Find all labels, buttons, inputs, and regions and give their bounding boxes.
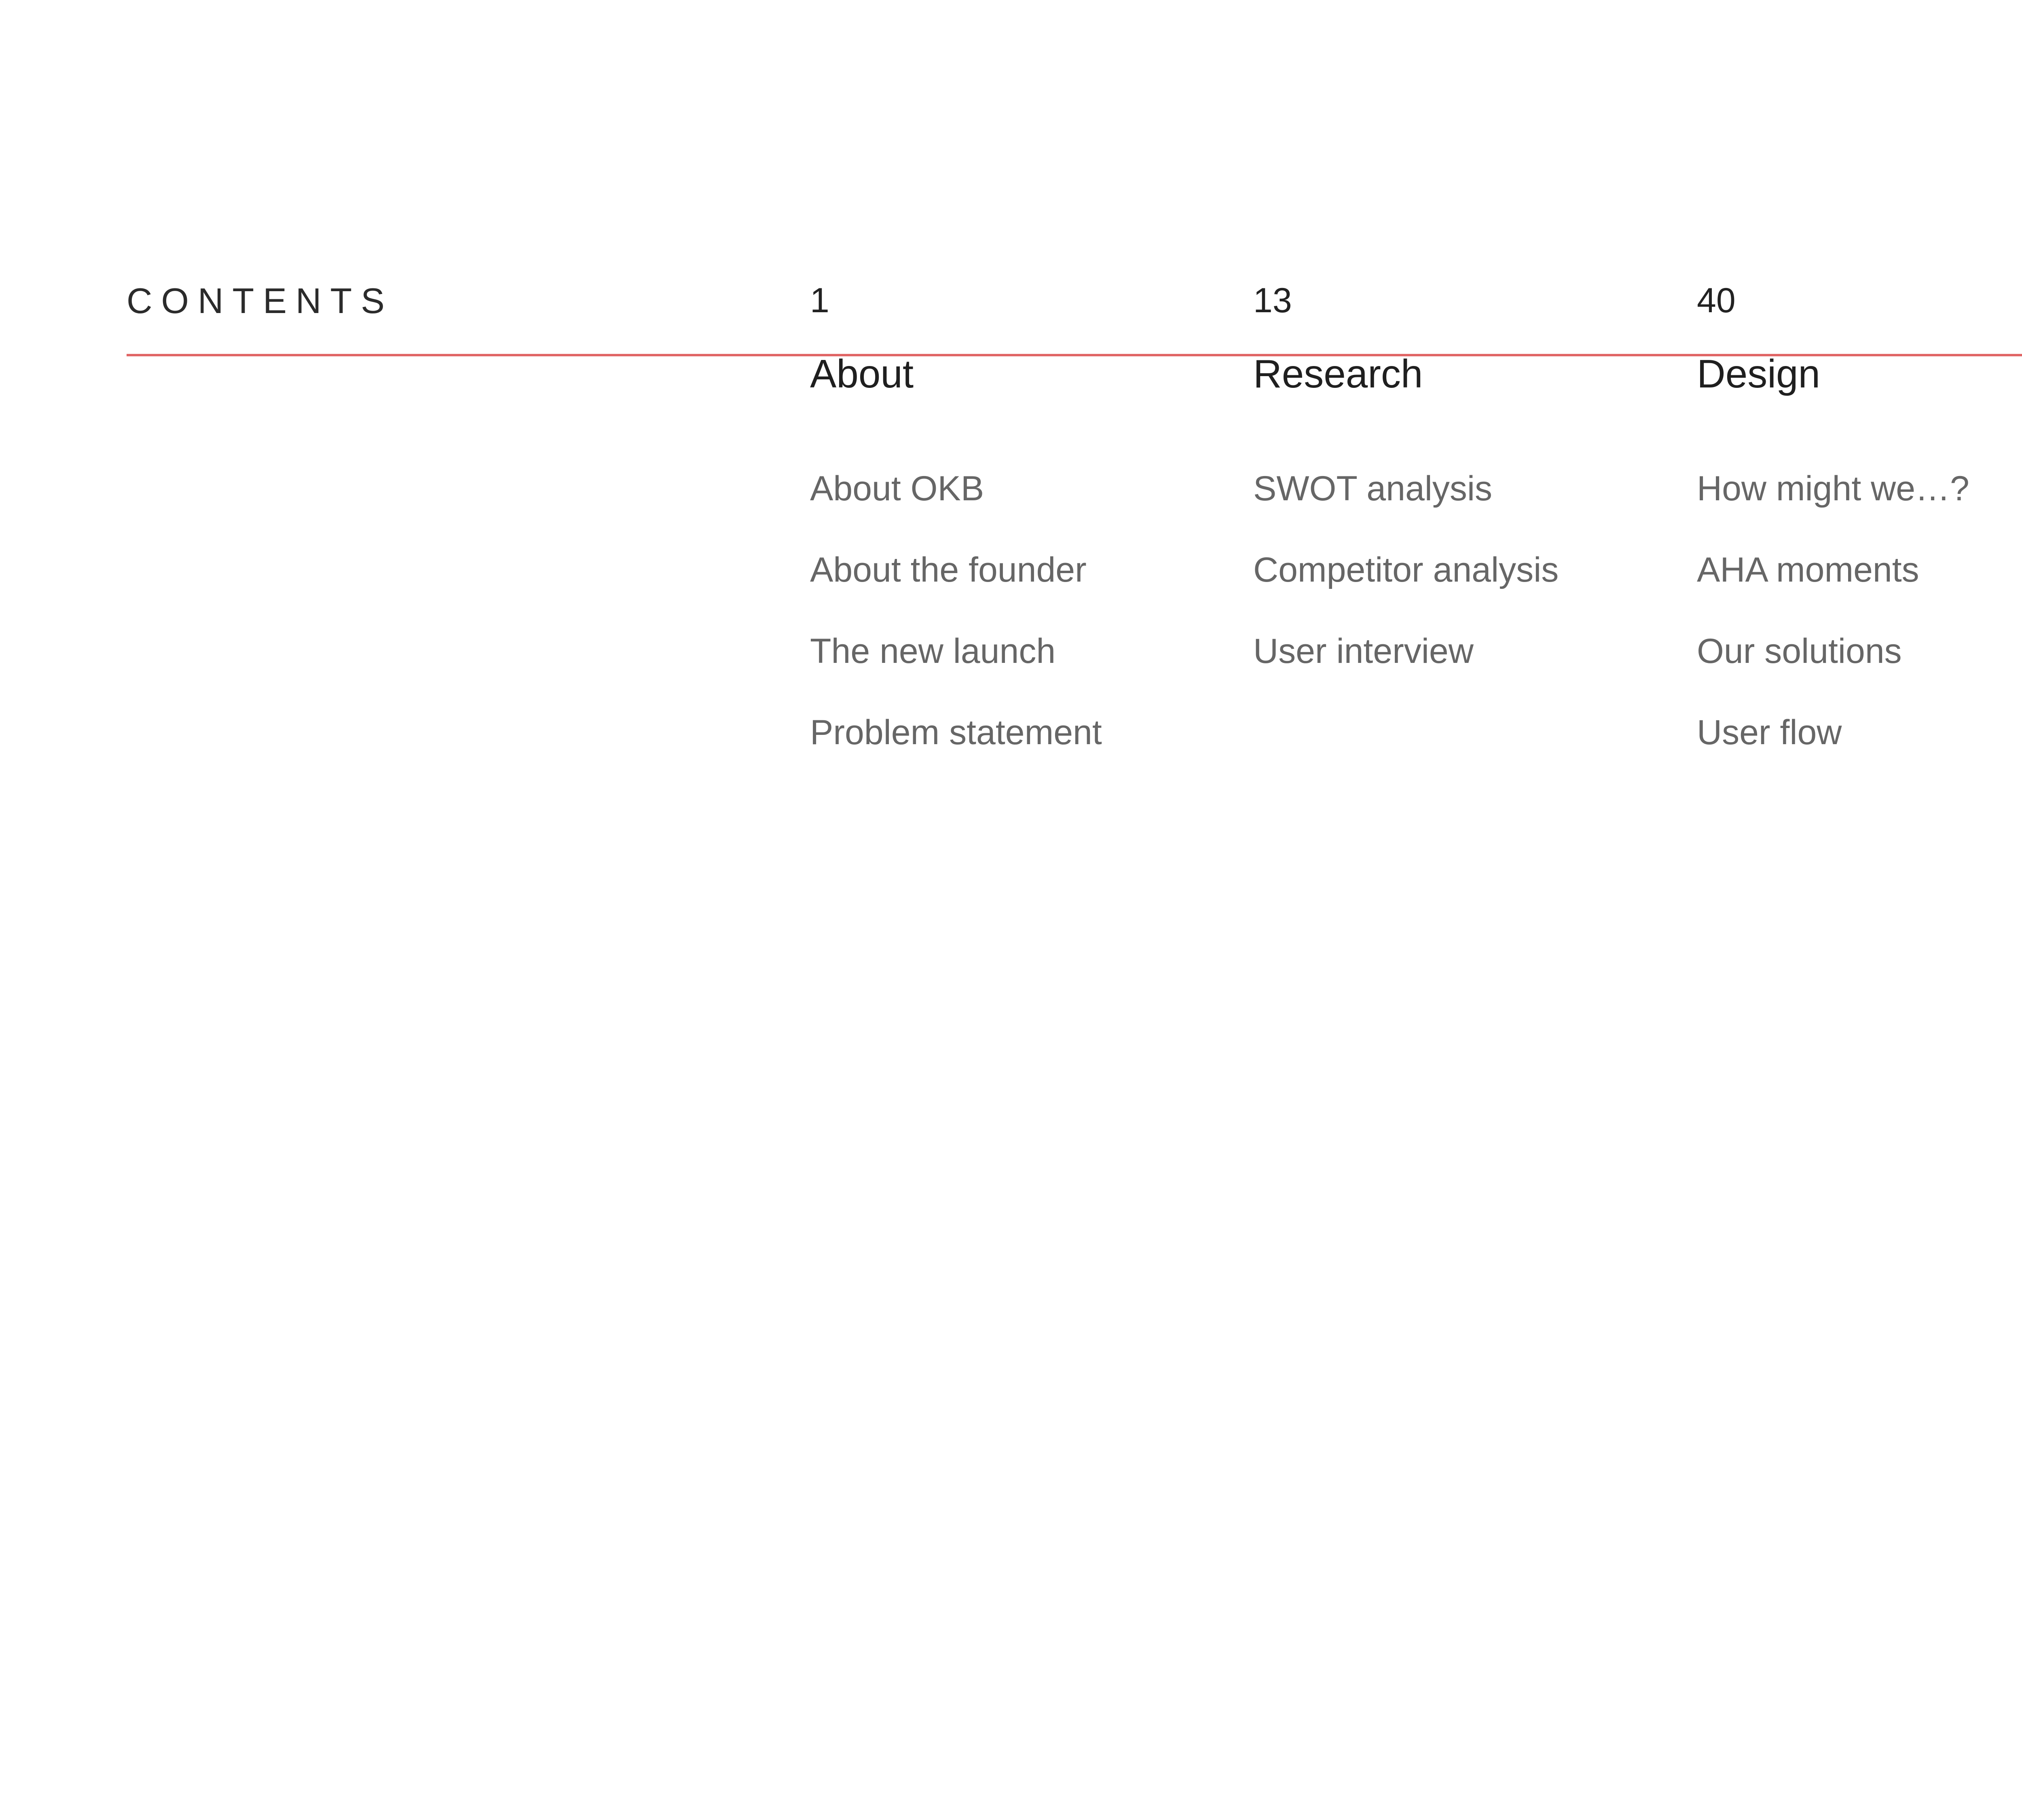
section-title[interactable]: Design [1697,351,1821,396]
section-item[interactable]: Competitor analysis [1253,550,1559,589]
section-about [810,283,1247,796]
section-title[interactable]: About [810,351,914,396]
section-design [1697,283,2022,796]
section-item[interactable]: About OKB [810,469,984,508]
section-item[interactable]: AHA moments [1697,550,1919,589]
section-item[interactable]: User flow [1697,713,1842,752]
section-item[interactable]: Problem statement [810,713,1102,752]
section-research [1253,283,1690,715]
section-page-number: 13 [1253,281,1292,320]
contents-heading: CONTENTS [127,281,393,321]
section-page-number: 1 [810,281,829,320]
section-title[interactable]: Research [1253,351,1423,396]
section-item-list [810,471,1247,796]
section-item[interactable]: Our solutions [1697,632,1902,671]
section-item[interactable]: SWOT analysis [1253,469,1492,508]
section-item-list [1697,471,2022,796]
section-item[interactable]: About the founder [810,550,1087,589]
section-item[interactable]: The new launch [810,632,1056,671]
section-item[interactable]: How might we…? [1697,469,1969,508]
section-item-list [1253,471,1690,715]
section-page-number: 40 [1697,281,1736,320]
section-item[interactable]: User interview [1253,632,1474,671]
